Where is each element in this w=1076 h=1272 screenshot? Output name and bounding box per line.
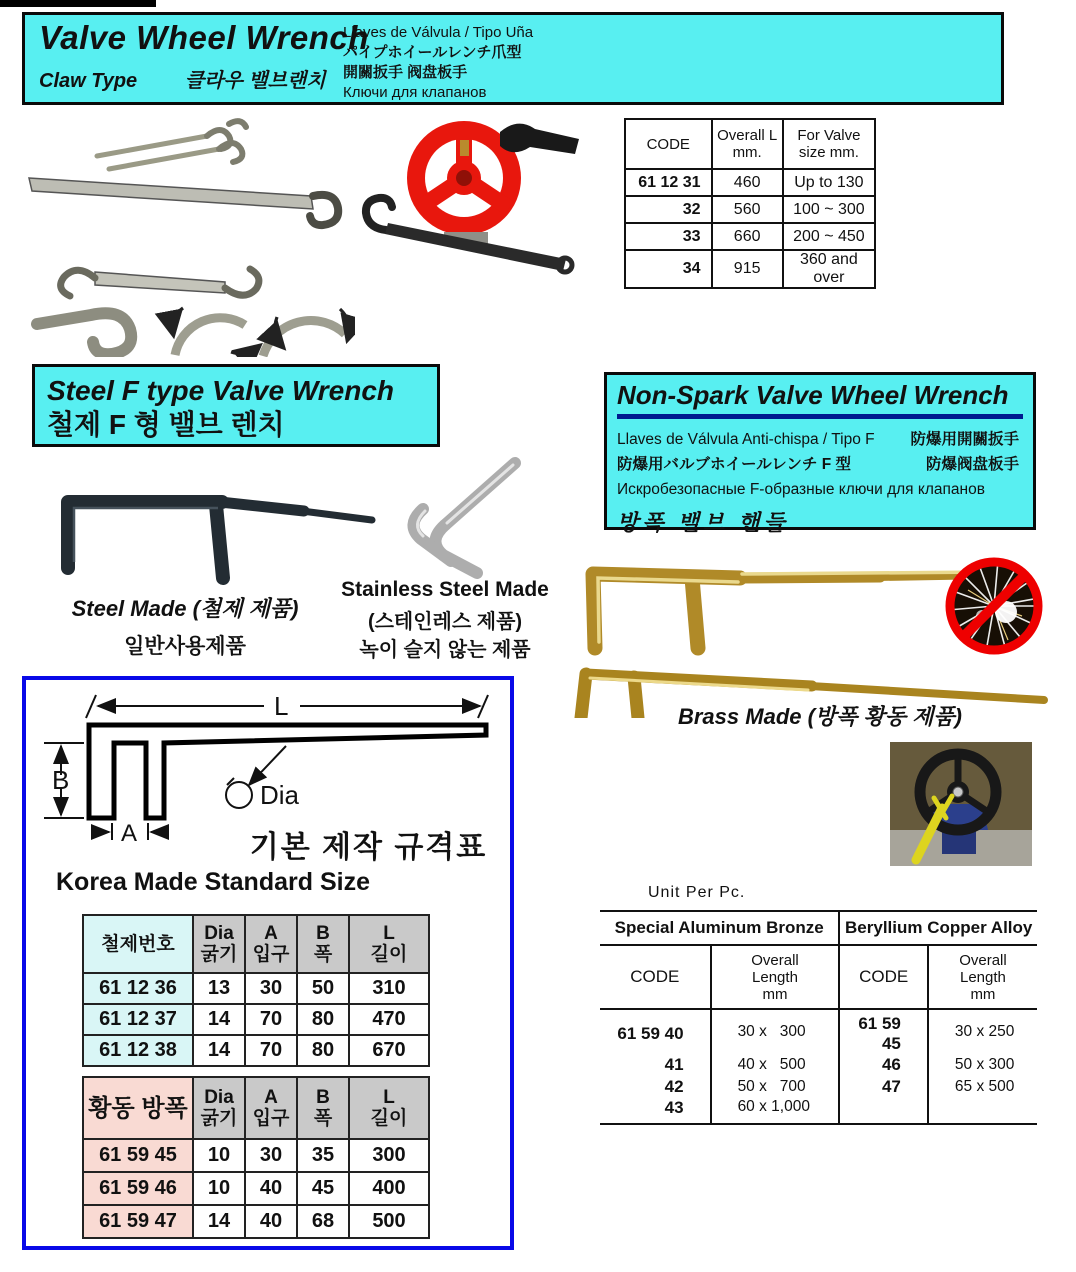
cell-dia: 14 [193, 1035, 245, 1066]
cell-code: 33 [625, 223, 712, 250]
cell-size: 100 ~ 300 [783, 196, 875, 223]
korea-spec-box [22, 676, 514, 1250]
cell-code: 61 12 31 [625, 169, 712, 196]
cell-length: 560 [712, 196, 783, 223]
cell-dia: 13 [193, 973, 245, 1004]
col-header-length: Overall L mm. [712, 119, 783, 169]
brass-size-table [82, 1076, 430, 1239]
cell-length-empty [928, 1098, 1037, 1124]
lang-spanish: Llaves de Válvula / Tipo Uña [343, 24, 534, 41]
cell-l: 500 [349, 1205, 429, 1238]
cell-l: 670 [349, 1035, 429, 1066]
group-header-bronze: Special Aluminum Bronze [600, 911, 839, 945]
cell-a: 40 [245, 1205, 297, 1238]
spec-subtitle-en: Korea Made Standard Size [56, 868, 370, 896]
table-header-row [625, 119, 875, 169]
cell-l: 470 [349, 1004, 429, 1035]
table-row [83, 1205, 429, 1238]
col-header-length: Overall Length mm [928, 945, 1037, 1009]
dim-label-dia: Dia [260, 780, 300, 810]
group-header-copper: Beryllium Copper Alloy [839, 911, 1037, 945]
col-header-code: CODE [600, 945, 711, 1009]
col-header-dia: Dia 굵기 [193, 915, 245, 973]
lang-russian: Ключи для клапанов [343, 84, 487, 101]
f-wrench-dimension-diagram [34, 690, 508, 842]
col-header-length: Overall Length mm [711, 945, 840, 1009]
cell-a: 30 [245, 973, 297, 1004]
caption-steel-made: Steel Made (철제 제품) [71, 596, 299, 621]
table-row [83, 1035, 429, 1066]
col-header-size: For Valve size mm. [783, 119, 875, 169]
cell-dia: 10 [193, 1172, 245, 1205]
cell-code: 43 [600, 1098, 711, 1124]
col-header-b: B 폭 [297, 1077, 349, 1139]
alloy-table [600, 910, 1037, 1125]
cell-dia: 14 [193, 1004, 245, 1035]
cell-b: 35 [297, 1139, 349, 1172]
non-spark-header [604, 372, 1036, 535]
cell-code: 61 12 36 [83, 973, 193, 1004]
steel-size-table [82, 914, 430, 1067]
cell-a: 70 [245, 1004, 297, 1035]
non-spark-line-japanese: 防爆用バルブホイールレンチ F 型 防爆阀盘板手 [617, 456, 1019, 473]
col-header-code: CODE [625, 119, 712, 169]
caption-stainless-1: Stainless Steel Made [341, 578, 549, 601]
header-languages [343, 23, 533, 103]
page-title: Valve Wheel Wrench [39, 19, 369, 56]
non-spark-line-russian: Искробезопасные F-образные ключи для клапанов [617, 481, 985, 498]
red-valve-wheel-image [352, 112, 584, 287]
stainless-f-wrench-image [385, 455, 555, 580]
table-row [625, 223, 875, 250]
table-header-row [83, 1077, 429, 1139]
cell-b: 80 [297, 1035, 349, 1066]
cell-code: 41 [600, 1054, 711, 1076]
non-spark-rule [617, 414, 1023, 419]
cell-code: 61 59 45 [839, 1009, 927, 1054]
cell-code: 61 59 40 [600, 1009, 711, 1054]
col-header-brass-code: 황동 방폭 [83, 1077, 193, 1139]
table-row [625, 250, 875, 288]
table-row [625, 196, 875, 223]
cell-size: 200 ~ 450 [783, 223, 875, 250]
table-group-header-row [600, 911, 1037, 945]
cell-size: 360 and over [783, 250, 875, 288]
cell-code: 42 [600, 1076, 711, 1098]
col-header-code: CODE [839, 945, 927, 1009]
cell-code: 61 59 46 [83, 1172, 193, 1205]
col-header-a: A 입구 [245, 1077, 297, 1139]
lang-japanese: パイプホイールレンチ爪型 [343, 44, 522, 61]
table-header-row [83, 915, 429, 973]
dim-label-b: B [52, 765, 70, 795]
cell-dia: 10 [193, 1139, 245, 1172]
table-row [600, 1076, 1037, 1098]
cell-length: 50 x 700 [711, 1076, 840, 1098]
table-row [83, 973, 429, 1004]
caption-stainless-2: (스테인레스 제품) [367, 611, 523, 633]
cell-code-empty [839, 1098, 927, 1124]
cell-code: 61 59 45 [83, 1139, 193, 1172]
claw-size-table [624, 118, 876, 289]
table-header-row [600, 945, 1037, 1009]
cell-code: 46 [839, 1054, 927, 1076]
table-row [600, 1009, 1037, 1054]
cell-code: 61 12 37 [83, 1004, 193, 1035]
scan-artifact-bar [0, 0, 156, 7]
cell-a: 30 [245, 1139, 297, 1172]
no-spark-icon [944, 556, 1044, 656]
cell-l: 400 [349, 1172, 429, 1205]
subtitle-claw-type: Claw Type [39, 69, 138, 92]
non-spark-title: Non-Spark Valve Wheel Wrench [617, 380, 1009, 410]
cell-length: 660 [712, 223, 783, 250]
valve-handwheel-photo [890, 742, 1032, 866]
cell-b: 50 [297, 973, 349, 1004]
col-header-dia: Dia 굵기 [193, 1077, 245, 1139]
cell-length: 915 [712, 250, 783, 288]
claw-wrench-collage-image [25, 112, 355, 357]
cell-length: 40 x 500 [711, 1054, 840, 1076]
caption-stainless-3: 녹이 슬지 않는 제품 [359, 639, 531, 661]
unit-per-pc-note: Unit Per Pc. [648, 884, 746, 901]
caption-steel-made-ko: 일반사용제품 [124, 635, 246, 658]
brass-wrench-1-image [580, 548, 1005, 660]
cell-b: 68 [297, 1205, 349, 1238]
cell-length: 30 x 250 [954, 1023, 1015, 1040]
cell-dia: 14 [193, 1205, 245, 1238]
table-row [83, 1004, 429, 1035]
cell-length: 460 [712, 169, 783, 196]
subtitle-korean: 클라우 밸브랜치 [184, 69, 326, 92]
steel-f-header [32, 364, 440, 447]
catalog-header [22, 12, 1004, 105]
lang-chinese: 開關扳手 阀盘板手 [343, 64, 468, 81]
cell-l: 300 [349, 1139, 429, 1172]
spec-title-ko: 기본 제작 규격표 [249, 831, 488, 864]
cell-a: 40 [245, 1172, 297, 1205]
cell-length: 50 x 300 [954, 1056, 1015, 1073]
table-row [83, 1172, 429, 1205]
steel-f-title-en: Steel F type Valve Wrench [47, 375, 395, 406]
table-row [600, 1098, 1037, 1124]
dim-label-l: L [274, 691, 289, 721]
cell-length: 65 x 500 [954, 1078, 1015, 1095]
cell-b: 45 [297, 1172, 349, 1205]
steel-f-title-ko: 철제 F 형 밸브 렌치 [47, 409, 285, 440]
non-spark-line-korean: 방폭 밸브 핸들 [617, 510, 789, 535]
col-header-steel-code: 철제번호 [83, 915, 193, 973]
table-row [625, 169, 875, 196]
col-header-a: A 입구 [245, 915, 297, 973]
cell-code: 34 [625, 250, 712, 288]
col-header-l: L 길이 [349, 915, 429, 973]
cell-code: 61 59 47 [83, 1205, 193, 1238]
cell-a: 70 [245, 1035, 297, 1066]
cell-length: 30 x 300 [711, 1009, 840, 1054]
col-header-l: L 길이 [349, 1077, 429, 1139]
col-header-b: B 폭 [297, 915, 349, 973]
cell-code: 47 [839, 1076, 927, 1098]
cell-length: 60 x 1,000 [711, 1098, 840, 1124]
steel-f-wrench-image [22, 462, 387, 587]
cell-b: 80 [297, 1004, 349, 1035]
cell-code: 61 12 38 [83, 1035, 193, 1066]
cell-code: 32 [625, 196, 712, 223]
caption-brass-made: Brass Made (방폭 황동 제품) [677, 704, 962, 729]
non-spark-line-spanish: Llaves de Válvula Anti-chispa / Tipo F 防爆用開關扳手 [617, 431, 1019, 448]
table-row [600, 1054, 1037, 1076]
cell-size: Up to 130 [783, 169, 875, 196]
cell-l: 310 [349, 973, 429, 1004]
dim-label-a: A [121, 820, 138, 842]
table-row [83, 1139, 429, 1172]
